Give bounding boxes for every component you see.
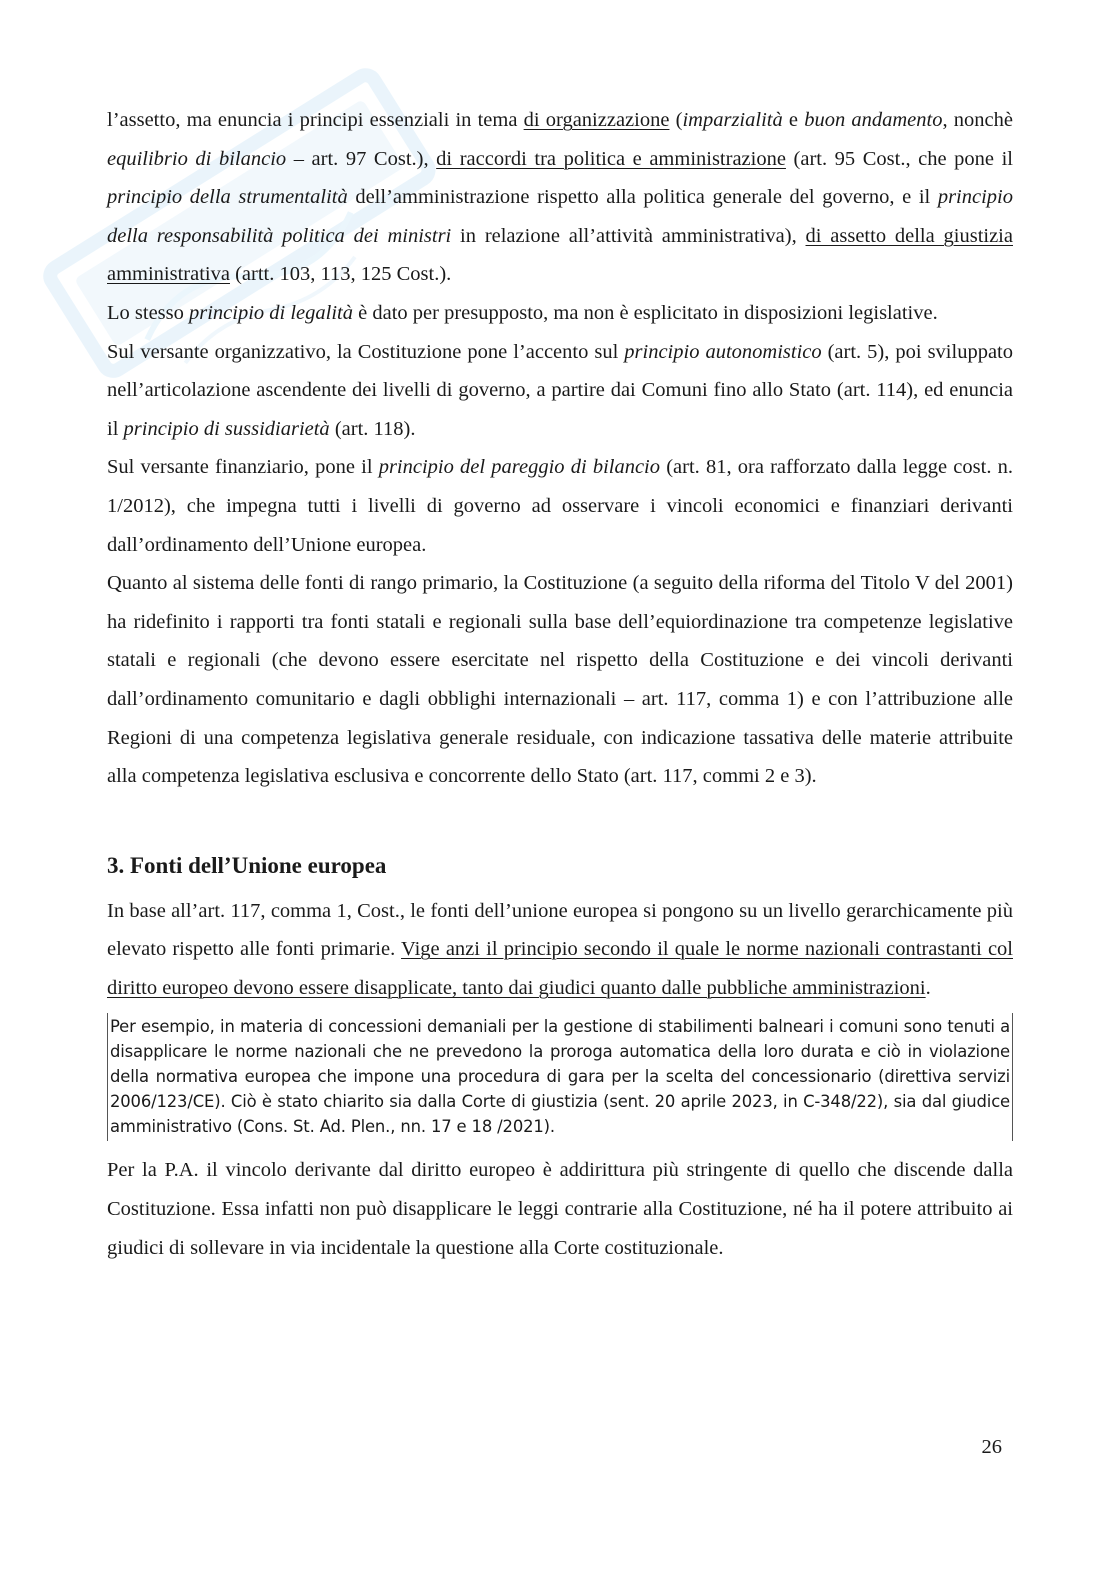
paragraph: Per la P.A. il vincolo derivante dal diritto europeo è addirittura più stringente di quello che discende dalla Costituzione. Essa infatti non può disapplicare le leggi contrarie alla Costituzione, né ha il potere attribuito ai giudici di sollevare in via incidentale la questione alla Corte costituzionale. [107, 1159, 1013, 1259]
page-number: 26 [981, 1436, 1002, 1458]
example-box: Per esempio, in materia di concessioni demaniali per la gestione di stabilimenti balneari i comuni sono tenuti a disapplicare le norme nazionali che ne prevedono la proroga automatica della loro durata e ciò in violazione della normativa europea che impone una procedura di gara per la scelta del concessionario (direttiva servizi 2006/123/CE). Ciò è stato chiarito sia dalla Corte di giustizia (sent. 20 aprile 2023, in C-348/22), sia dal giudice amministrativo (Cons. St. Ad. Plen., nn. 17 e 18 /2021). [107, 1013, 1013, 1141]
page-content [107, 101, 1013, 1267]
paragraph: In base all’art. 117, comma 1, Cost., le fonti dell’unione europea si pongono su un livello gerarchicamente più elevato rispetto alle fonti primarie. Vige anzi il principio secondo il quale le norme nazionali contrastanti col diritto europeo devono essere disapplicate, tanto dai giudici quanto dalle pubbliche amministrazioni. [107, 899, 1013, 999]
underlined-text: Vige anzi il principio secondo il quale le norme nazionali contrastanti col diritto europeo devono essere disapplicate, tanto dai giudici quanto dalle pubbliche amministrazioni [107, 938, 1013, 999]
paragraph: l’assetto, ma enuncia i principi essenziali in tema di organizzazione (imparzialità e buon andamento, nonchè equilibrio di bilancio – art. 97 Cost.), di raccordi tra politica e amministrazione (art. 95 Cost., che pone il principio della strumentalità dell’amministrazione rispetto alla politica generale del governo, e il principio della responsabilità politica dei ministri in relazione all’attività amministrativa), di assetto della giustizia amministrativa (artt. 103, 113, 125 Cost.). [107, 109, 1013, 286]
underlined-text: di assetto della giustizia amministrativa [107, 224, 1013, 286]
underlined-text: di raccordi tra politica e amministrazione [436, 147, 786, 170]
paragraph: Sul versante organizzativo, la Costituzione pone l’accento sul principio autonomistico (art. 5), poi sviluppato nell’articolazione ascendente dei livelli di governo, a partire dai Comuni fino allo Stato (art. 114), ed enuncia il principio di sussidiarietà (art. 118). [107, 340, 1013, 440]
paragraph: Sul versante finanziario, pone il principio del pareggio di bilancio (art. 81, ora rafforzato dalla legge cost. n. 1/2012), che impegna tutti i livelli di governo ad osservare i vincoli economici e finanziari derivanti dall’ordinamento dell’Unione europea. [107, 456, 1013, 556]
underlined-text: di organizzazione [523, 109, 670, 131]
paragraph: Lo stesso principio di legalità è dato per presupposto, ma non è esplicitato in disposizioni legislative. [107, 301, 938, 324]
paragraph: Quanto al sistema delle fonti di rango primario, la Costituzione (a seguito della riforma del Titolo V del 2001) ha ridefinito i rapporti tra fonti statali e regionali sulla base dell’equiordinazione tra competenze legislative statali e regionali (che devono essere esercitate nel rispetto della Costituzione e dei vincoli derivanti dall’ordinamento comunitario e dagli obblighi internazionali – art. 117, comma 1) e con l’attribuzione alle Regioni di una competenza legislativa generale residuale, con indicazione tassativa delle materie attribuite alla competenza legislativa esclusiva e concorrente dello Stato (art. 117, commi 2 e 3). [107, 572, 1013, 788]
section-heading: 3. Fonti dell’Unione europea [107, 852, 387, 878]
